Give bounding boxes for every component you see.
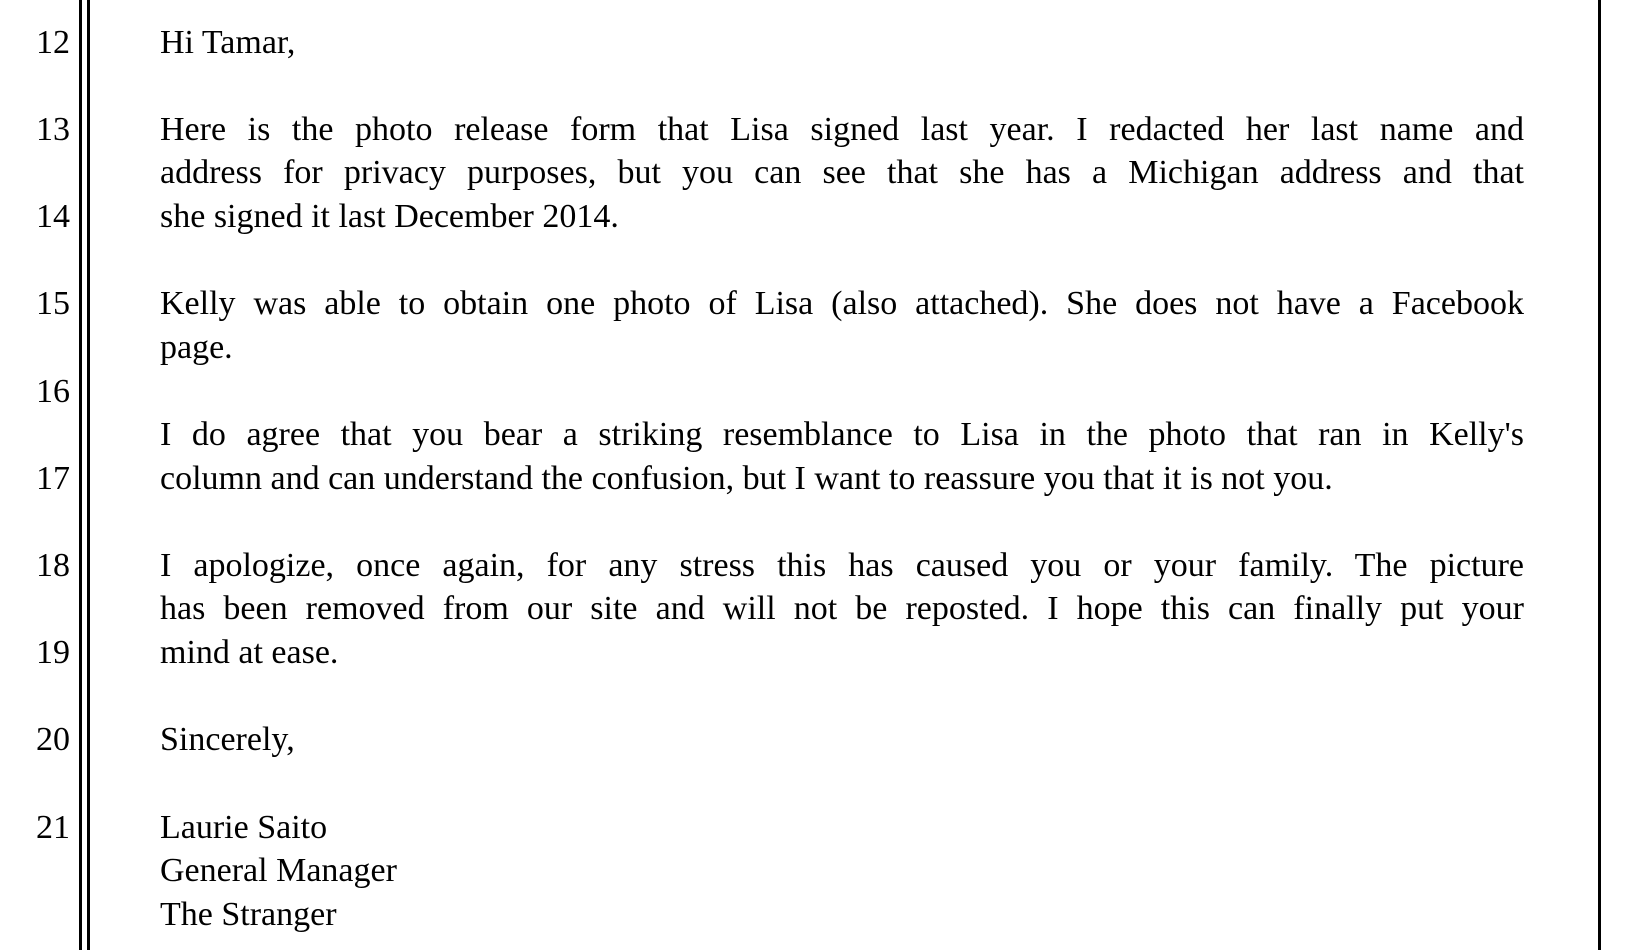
- line-number: 16: [36, 373, 70, 410]
- left-margin-rule-inner: [87, 0, 90, 950]
- paragraph-4-line-3: mind at ease.: [160, 634, 339, 671]
- paragraph-1-line-2: address for privacy purposes, but you can see that she has a Michigan address and that: [160, 154, 1524, 191]
- signature-organization: The Stranger: [160, 896, 337, 933]
- left-margin-rule-outer: [79, 0, 82, 950]
- line-number: 19: [36, 634, 70, 671]
- line-number: 13: [36, 111, 70, 148]
- line-number: 12: [36, 24, 70, 61]
- signature-name: Laurie Saito: [160, 809, 328, 846]
- greeting: Hi Tamar,: [160, 24, 296, 61]
- paragraph-3-line-2: column and can understand the confusion, but I want to reassure you that it is not you.: [160, 460, 1333, 497]
- line-number: 20: [36, 721, 70, 758]
- line-number: 14: [36, 198, 70, 235]
- paragraph-3-line-1: I do agree that you bear a striking resemblance to Lisa in the photo that ran in Kelly's: [160, 416, 1524, 453]
- paragraph-1-line-1: Here is the photo release form that Lisa signed last year. I redacted her last name and: [160, 111, 1524, 148]
- line-number: 17: [36, 460, 70, 497]
- closing: Sincerely,: [160, 721, 295, 758]
- line-number: 18: [36, 547, 70, 584]
- paragraph-2-line-1: Kelly was able to obtain one photo of Lisa (also attached). She does not have a Facebook: [160, 285, 1524, 322]
- paragraph-2-line-2: page.: [160, 329, 233, 366]
- right-margin-rule: [1598, 0, 1601, 950]
- paragraph-4-line-1: I apologize, once again, for any stress this has caused you or your family. The picture: [160, 547, 1524, 584]
- line-number: 15: [36, 285, 70, 322]
- paragraph-4-line-2: has been removed from our site and will not be reposted. I hope this can finally put your: [160, 590, 1524, 627]
- paragraph-1-line-3: she signed it last December 2014.: [160, 198, 619, 235]
- signature-title: General Manager: [160, 852, 397, 889]
- line-number: 21: [36, 809, 70, 846]
